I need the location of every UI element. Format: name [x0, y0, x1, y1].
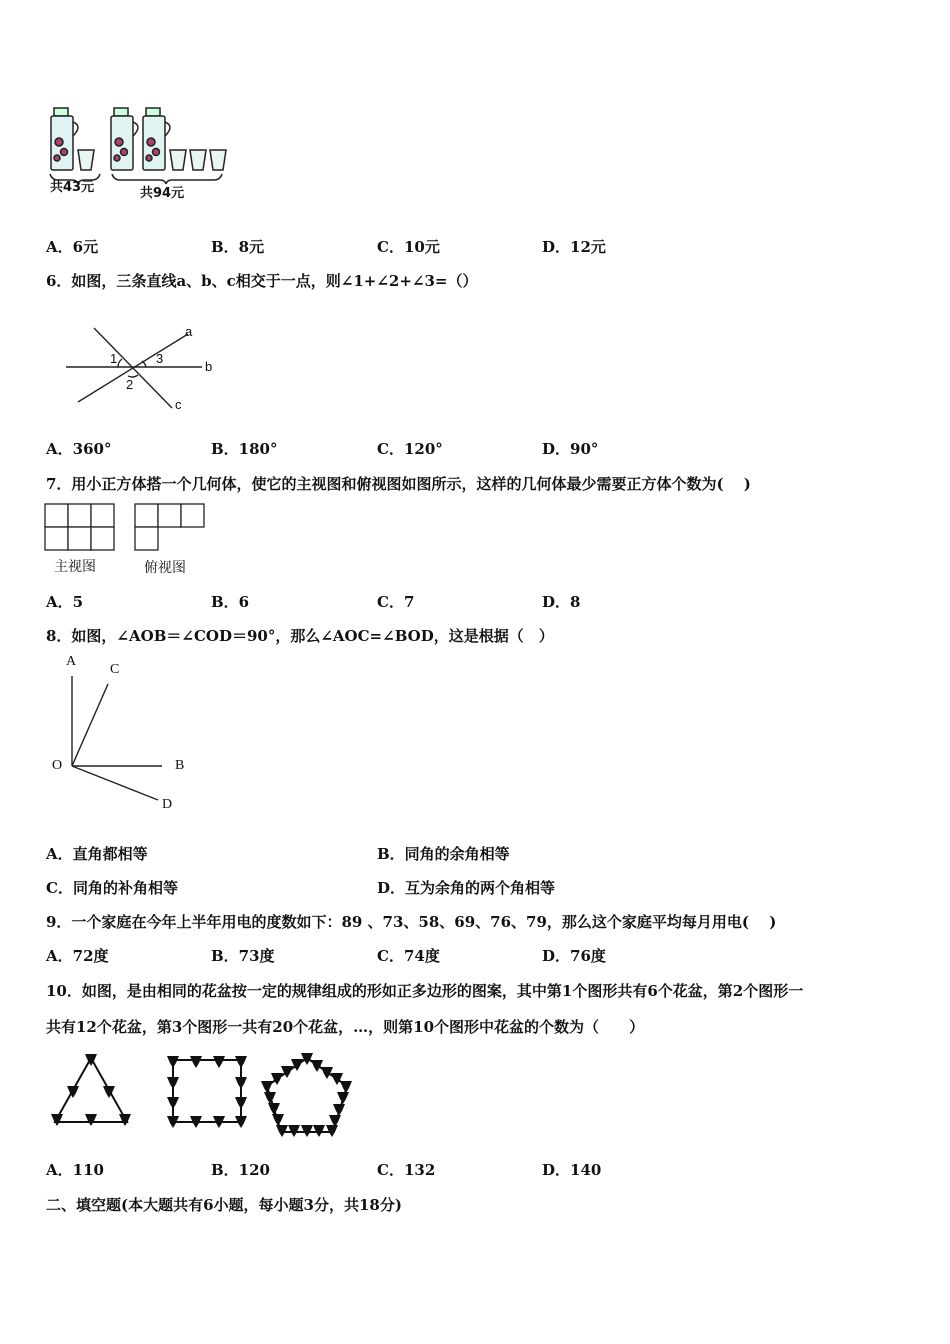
left-total-label: 共43元 — [50, 180, 95, 195]
top-view-caption: 俯视图 — [144, 560, 186, 576]
q7-option-c: C．7 — [377, 593, 415, 611]
q6-option-b: B．180° — [211, 440, 278, 458]
question-8-text: 8．如图，∠AOB＝∠COD＝90°，那么∠AOC=∠BOD，这是根据（ ） — [46, 627, 554, 645]
flowerpot-patterns-figure — [45, 1048, 370, 1143]
q9-option-a: A．72度 — [46, 947, 109, 965]
q6-option-c: C．120° — [377, 440, 443, 458]
q9-option-c: C．74度 — [377, 947, 440, 965]
line-b-label: b — [205, 359, 213, 374]
angle-2-label: 2 — [126, 377, 134, 392]
top-view-grid — [134, 503, 206, 551]
question-10-line-2: 共有12个花盆，第3个图形一共有20个花盆，…，则第10个图形中花盆的个数为（ ） — [46, 1018, 645, 1036]
line-a-label: a — [185, 324, 193, 339]
point-c-label: C — [110, 662, 120, 677]
point-b-label: B — [175, 758, 185, 773]
q5-option-a: A．6元 — [46, 238, 99, 256]
q6-option-a: A．360° — [46, 440, 112, 458]
q8-option-b: B．同角的余角相等 — [377, 845, 510, 863]
point-o-label: O — [52, 758, 63, 773]
q10-option-b: B．120 — [211, 1161, 270, 1179]
question-10-line-1: 10．如图，是由相同的花盆按一定的规律组成的形如正多边形的图案，其中第1个图形共有6个花盆，第2个图形一 — [46, 982, 804, 1000]
q10-option-d: D．140 — [542, 1161, 602, 1179]
q5-option-c: C．10元 — [377, 238, 440, 256]
right-total-label: 共94元 — [140, 186, 185, 201]
q10-option-c: C．132 — [377, 1161, 436, 1179]
front-view-caption: 主视图 — [54, 559, 96, 575]
section-2-heading: 二、填空题(本大题共有6小题，每小题3分，共18分) — [46, 1196, 402, 1214]
point-d-label: D — [162, 797, 173, 812]
point-a-label: A — [66, 654, 77, 669]
q8-option-a: A．直角都相等 — [46, 845, 148, 863]
q5-option-d: D．12元 — [542, 238, 606, 256]
question-6-text: 6．如图，三条直线a、b、c相交于一点，则∠1+∠2+∠3=（） — [46, 272, 478, 290]
q6-option-d: D．90° — [542, 440, 599, 458]
angle-3-label: 3 — [156, 351, 164, 366]
q7-option-b: B．6 — [211, 593, 250, 611]
q5-option-b: B．8元 — [211, 238, 265, 256]
question-9-text: 9．一个家庭在今年上半年用电的度数如下：89 、73、58、69、76、79，那么这个家庭平均每月用电( ) — [46, 913, 777, 931]
angle-figure — [50, 660, 200, 810]
q10-option-a: A．110 — [46, 1161, 104, 1179]
q9-option-d: D．76度 — [542, 947, 606, 965]
angle-1-label: 1 — [110, 351, 118, 366]
q7-option-d: D．8 — [542, 593, 581, 611]
question-7-text: 7．用小正方体搭一个几何体，使它的主视图和俯视图如图所示，这样的几何体最少需要正方体个数为( ) — [46, 475, 751, 493]
front-view-grid — [44, 503, 116, 551]
q9-option-b: B．73度 — [211, 947, 275, 965]
q7-option-a: A．5 — [46, 593, 84, 611]
q8-option-d: D．互为余角的两个角相等 — [377, 879, 556, 897]
q8-option-c: C．同角的补角相等 — [46, 879, 178, 897]
line-c-label: c — [175, 397, 182, 412]
